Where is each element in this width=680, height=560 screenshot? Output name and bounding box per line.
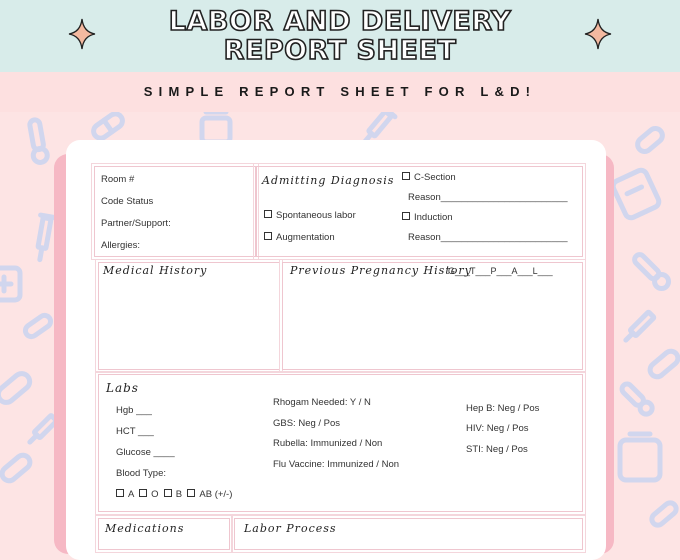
c-section-option[interactable]: C-Section xyxy=(402,172,456,183)
partner-support-label[interactable]: Partner/Support: xyxy=(101,218,171,229)
checkbox-icon[interactable] xyxy=(164,489,172,497)
first-aid-kit-icon xyxy=(0,268,20,300)
spontaneous-labor-option[interactable]: Spontaneous labor xyxy=(264,210,356,221)
hct-field[interactable]: HCT ___ xyxy=(116,426,154,437)
induction-reason-field[interactable]: Reason________________________ xyxy=(408,232,568,243)
rubella-field[interactable]: Rubella: Immunized / Non xyxy=(273,438,383,449)
checkbox-icon[interactable] xyxy=(264,232,272,240)
title-line-2: REPORT SHEET xyxy=(223,35,457,66)
room-label[interactable]: Room # xyxy=(101,174,135,185)
bandage-icon xyxy=(0,452,33,483)
c-section-reason-field[interactable]: Reason________________________ xyxy=(408,192,568,203)
hep-b-field[interactable]: Hep B: Neg / Pos xyxy=(466,403,540,414)
pill-icon xyxy=(635,126,665,155)
glucose-field[interactable]: Glucose ____ xyxy=(116,447,175,458)
gtpal-field[interactable]: G___T___P___A___L___ xyxy=(448,266,553,276)
flu-vaccine-field[interactable]: Flu Vaccine: Immunized / Non xyxy=(273,459,400,470)
labor-process-heading: Labor Process xyxy=(244,522,337,535)
sti-field[interactable]: STI: Neg / Pos xyxy=(466,444,528,455)
thermometer-icon xyxy=(619,381,654,416)
pill-icon xyxy=(91,112,125,141)
bandage-icon xyxy=(0,370,33,405)
previous-pregnancy-heading: Previous Pregnancy History xyxy=(290,264,472,277)
augmentation-option[interactable]: Augmentation xyxy=(264,232,335,243)
induction-option[interactable]: Induction xyxy=(402,212,453,223)
gbs-field[interactable]: GBS: Neg / Pos xyxy=(273,418,341,429)
rhogam-field[interactable]: Rhogam Needed: Y / N xyxy=(273,397,371,408)
sparkle-icon xyxy=(68,18,96,50)
checkbox-icon[interactable] xyxy=(402,172,410,180)
checkbox-icon[interactable] xyxy=(139,489,147,497)
medicine-bottle-icon xyxy=(202,112,230,142)
checkbox-icon[interactable] xyxy=(116,489,124,497)
medicine-bottle-icon xyxy=(620,434,660,480)
labs-heading: Labs xyxy=(106,381,139,395)
hgb-field[interactable]: Hgb ___ xyxy=(116,405,152,416)
allergies-label[interactable]: Allergies: xyxy=(101,240,141,251)
medical-history-box xyxy=(98,262,280,370)
thermometer-icon xyxy=(27,119,48,164)
subtitle: SIMPLE REPORT SHEET FOR L&D! xyxy=(143,84,537,99)
syringe-icon xyxy=(27,415,57,445)
blood-type-label: Blood Type: xyxy=(116,468,167,479)
syringe-icon xyxy=(623,312,654,343)
code-status-label[interactable]: Code Status xyxy=(101,196,154,207)
checkbox-icon[interactable] xyxy=(187,489,195,497)
thermometer-icon xyxy=(631,251,671,291)
pill-icon xyxy=(23,313,53,339)
bandage-icon xyxy=(649,500,678,527)
iv-bag-icon xyxy=(611,168,661,219)
checkbox-icon[interactable] xyxy=(264,210,272,218)
medications-heading: Medications xyxy=(105,522,185,535)
medical-history-heading: Medical History xyxy=(103,264,208,277)
bandage-icon xyxy=(647,348,680,379)
syringe-icon xyxy=(33,215,54,261)
hiv-field[interactable]: HIV: Neg / Pos xyxy=(466,423,529,434)
title-line-1: LABOR AND DELIVERY xyxy=(168,6,512,37)
checkbox-icon[interactable] xyxy=(402,212,410,220)
sparkle-icon xyxy=(584,18,612,50)
admitting-diagnosis-heading: Admitting Diagnosis xyxy=(262,174,395,187)
blood-type-options: A O B AB (+/-) xyxy=(116,489,232,500)
previous-pregnancy-box xyxy=(282,262,583,370)
